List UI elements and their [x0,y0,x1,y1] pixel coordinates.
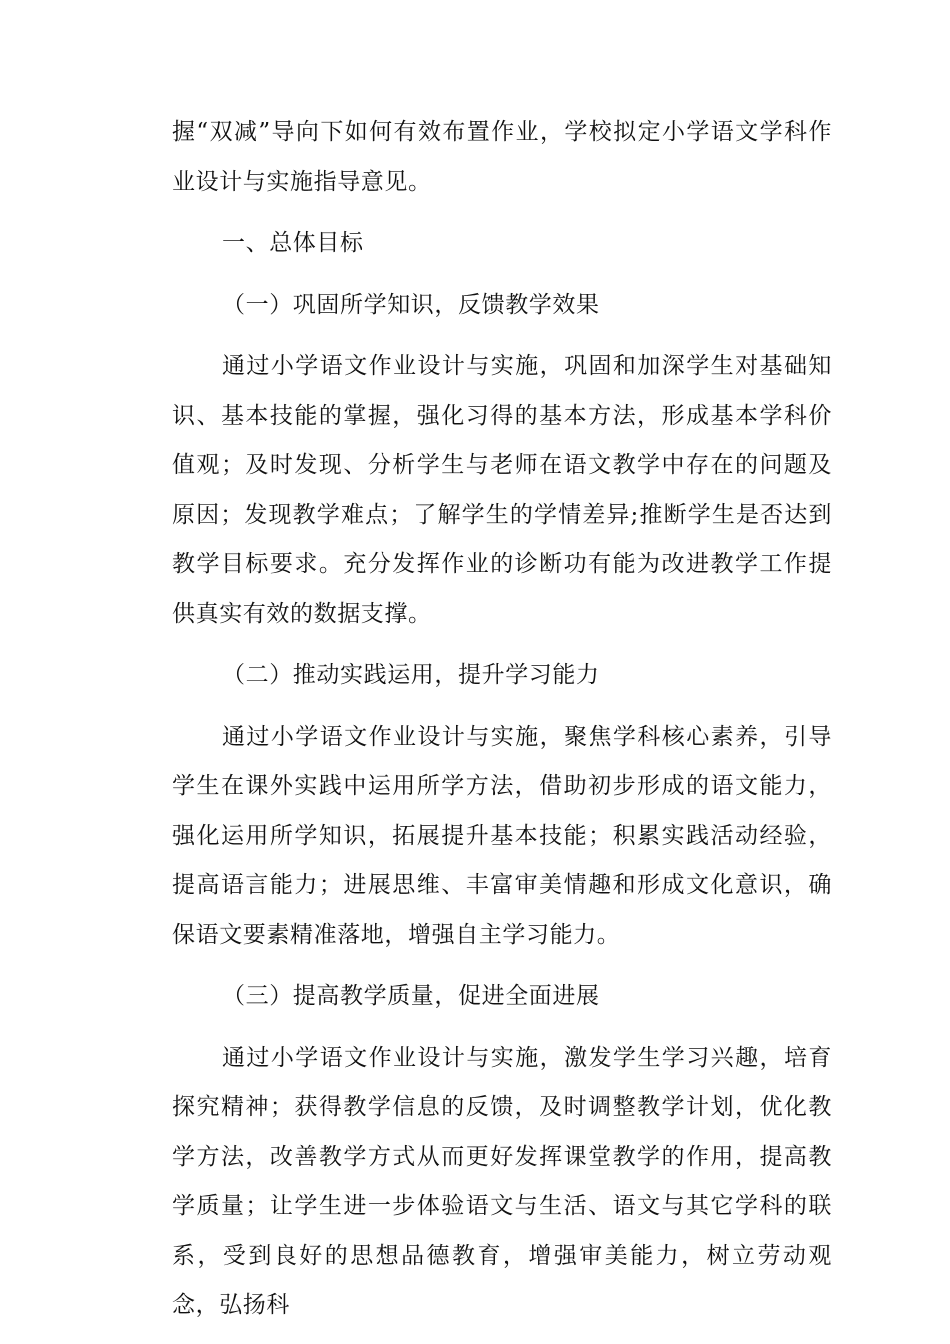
intro-continuation-paragraph: 握“双减”导向下如何有效布置作业，学校拟定小学语文学科作业设计与实施指导意见。 [172,119,832,195]
paragraph-improve-quality: 通过小学语文作业设计与实施，激发学生学习兴趣，培育探究精神；获得教学信息的反馈，及时调整教学计划，优化教学方法，改善教学方式从而更好发挥课堂教学的作用，提高教学质量；让学生进一步体验语文与生活、语文与其它学科的联系，受到良好的思想品德教育，增强审美能力，树立劳动观念，弘扬科 [172,1044,832,1318]
sub-heading-improve-quality: （三）提高教学质量，促进全面进展 [222,983,600,1009]
document-body [172,108,832,1331]
sub-heading-consolidate-knowledge: （一）巩固所学知识，反馈教学效果 [222,291,600,318]
paragraph-consolidate-knowledge: 通过小学语文作业设计与实施，巩固和加深学生对基础知识、基本技能的掌握，强化习得的基本方法，形成基本学科价值观；及时发现、分析学生与老师在语文教学中存在的问题及原因；发现教学难点；了解学生的学情差异;推断学生是否达到教学目标要求。充分发挥作业的诊断功有能为改进教学工作提供真实有效的数据支撑。 [172,353,832,627]
section-heading-overall-goals: 一、总体目标 [222,230,364,256]
sub-heading-promote-practice: （二）推动实践运用，提升学习能力 [222,662,600,688]
paragraph-promote-practice: 通过小学语文作业设计与实施，聚焦学科核心素养，引导学生在课外实践中运用所学方法，借助初步形成的语文能力，强化运用所学知识，拓展提升基本技能；积累实践活动经验，提高语言能力；进展思维、丰富审美情趣和形成文化意识，确保语文要素精准落地，增强自主学习能力。 [172,723,832,948]
